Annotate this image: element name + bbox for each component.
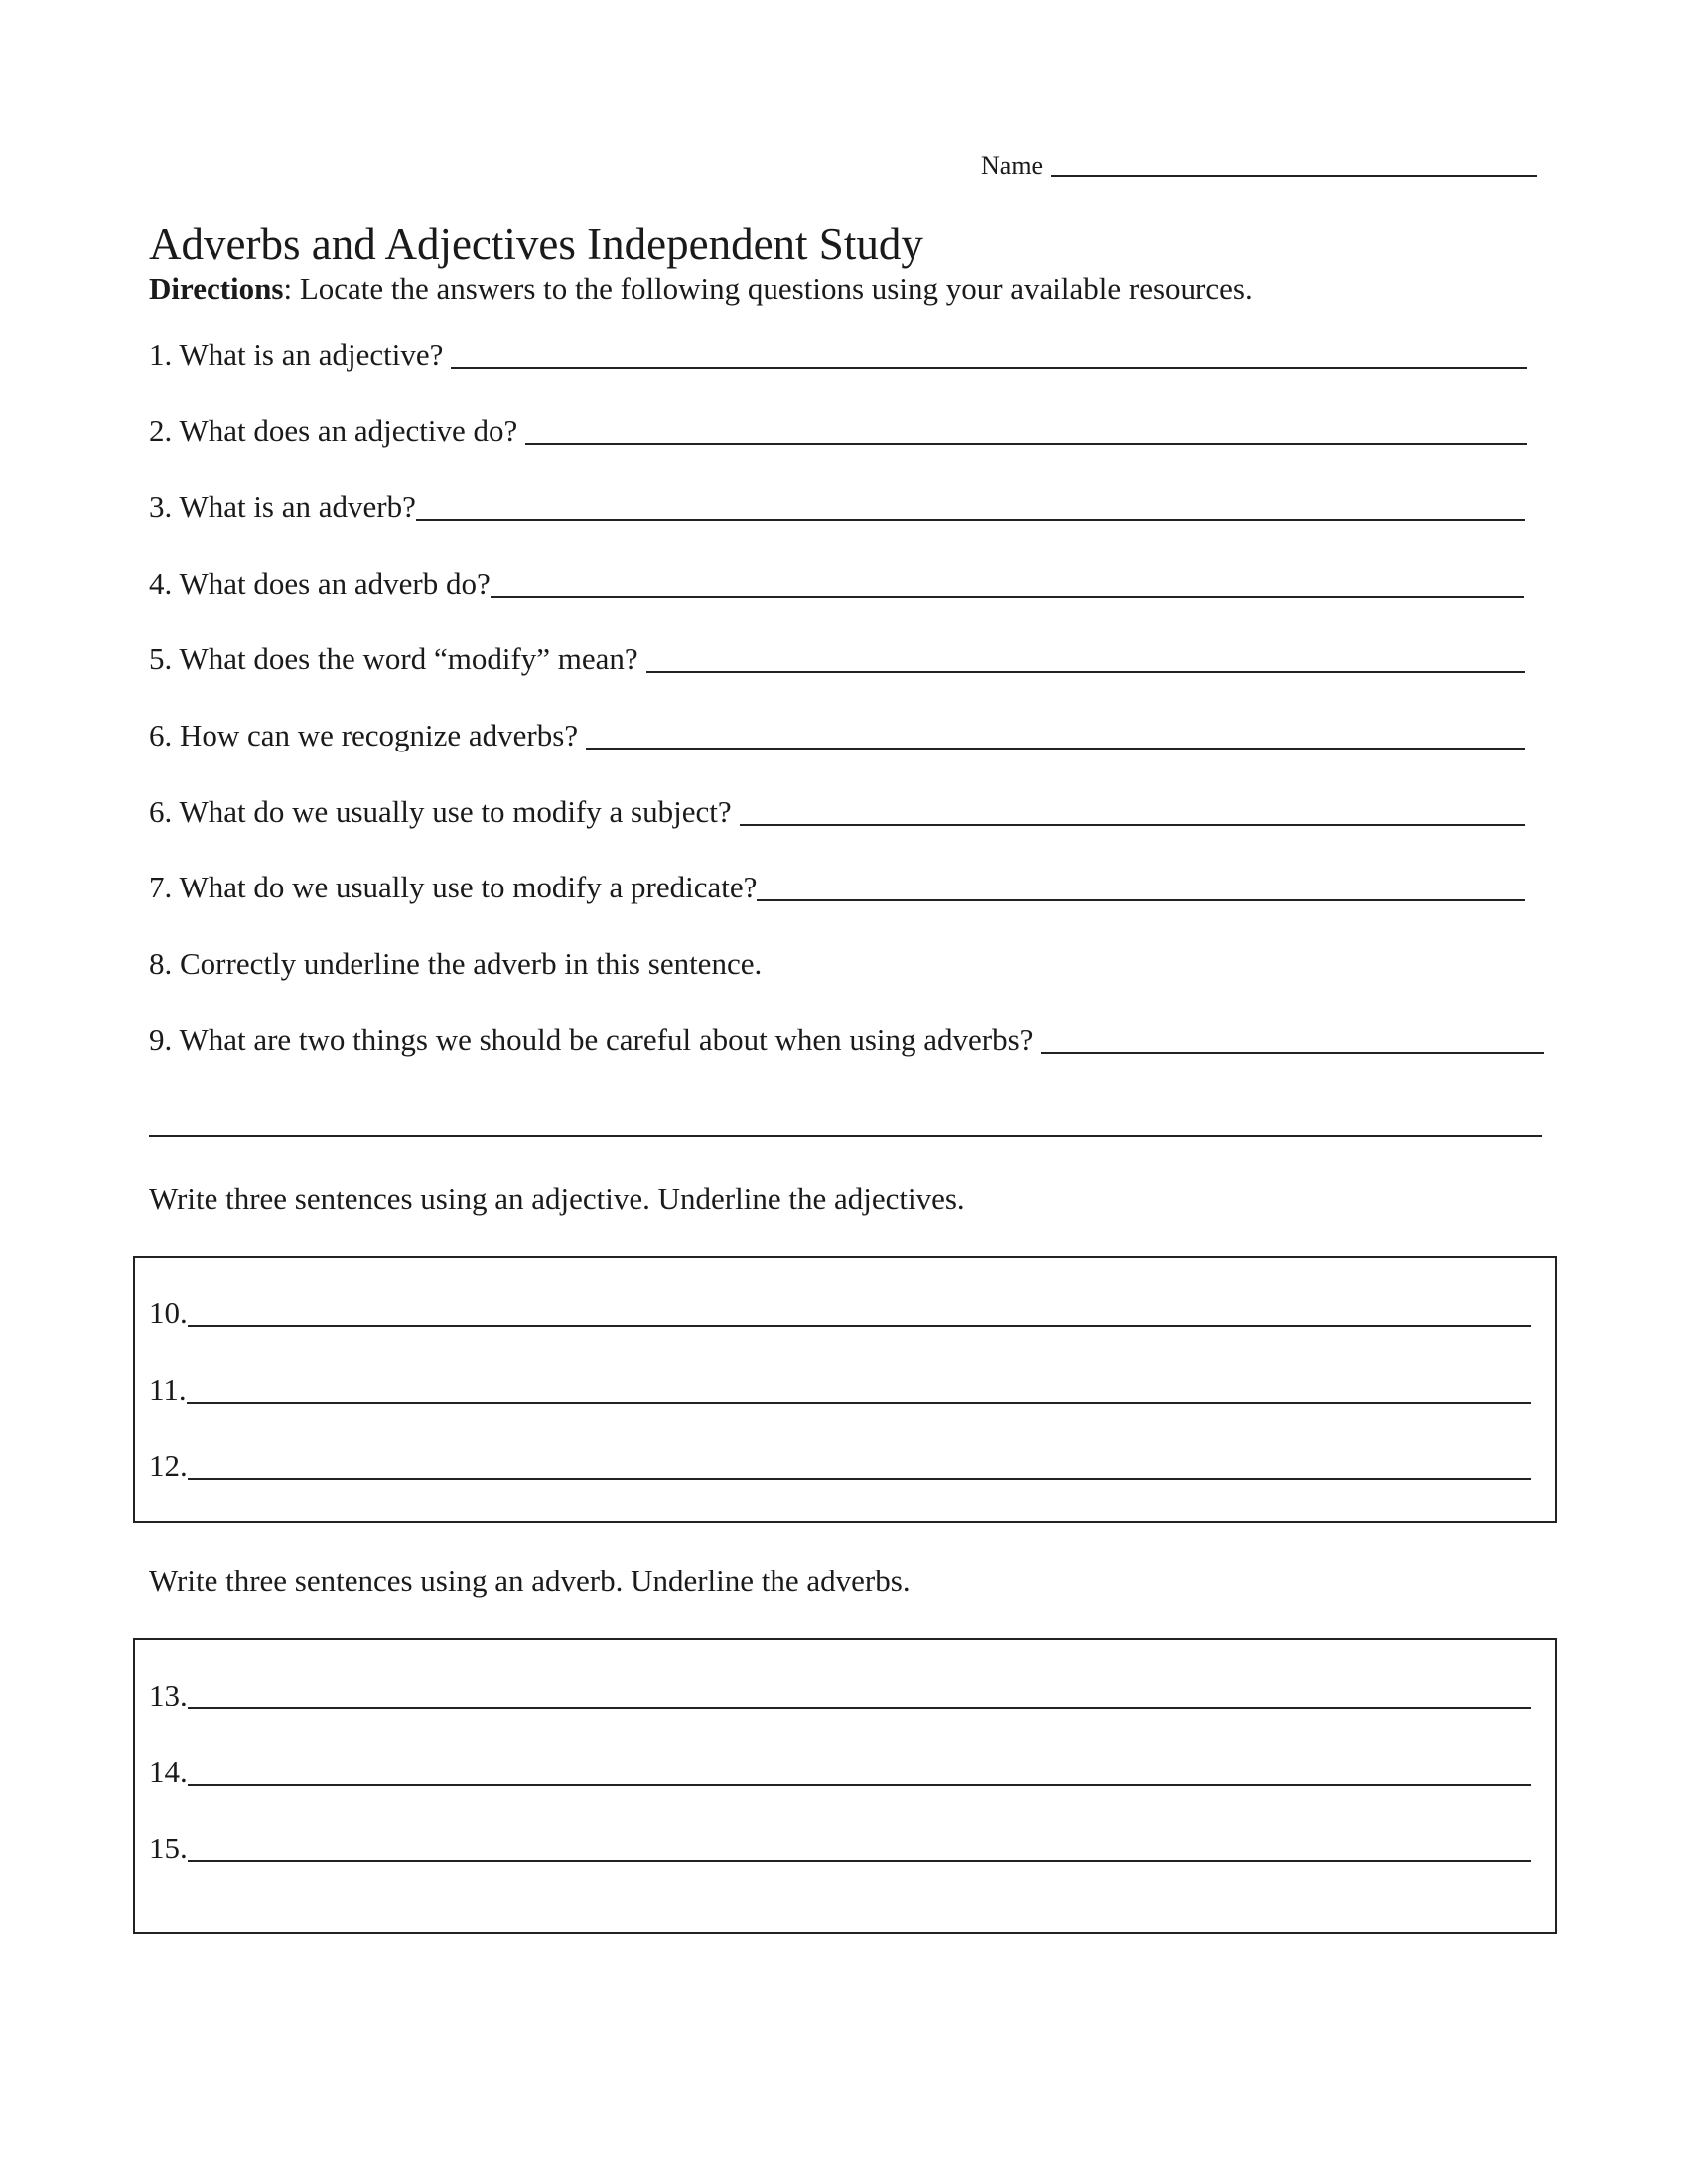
answer-line[interactable] [757, 899, 1525, 901]
question-text: 6. How can we recognize adverbs? [149, 718, 579, 752]
question-text: 2. What does an adjective do? [149, 413, 518, 448]
sentence-row [149, 1829, 1531, 1868]
adjective-sentence-box [133, 1256, 1557, 1523]
directions-label: Directions [149, 271, 284, 306]
answer-line[interactable] [188, 1707, 1531, 1709]
question-text: 3. What is an adverb? [149, 489, 416, 524]
adjective-instruction: Write three sentences using an adjective. Underline the adjectives. [149, 1181, 965, 1216]
question-text: 8. Correctly underline the adverb in this sentence. [149, 946, 763, 981]
answer-line[interactable] [188, 1325, 1531, 1327]
question-text: 9. What are two things we should be careful about when using adverbs? [149, 1023, 1034, 1057]
answer-line[interactable] [646, 671, 1525, 673]
answer-line[interactable] [491, 596, 1524, 598]
answer-line[interactable] [188, 1478, 1531, 1480]
answer-line[interactable] [187, 1402, 1531, 1404]
worksheet-title: Adverbs and Adjectives Independent Study [149, 219, 923, 269]
answer-line[interactable] [451, 367, 1527, 369]
question-2 [149, 411, 1527, 451]
question-text: 4. What does an adverb do? [149, 566, 491, 601]
directions-text: : Locate the answers to the following questions using your available resources. [283, 271, 1253, 306]
answer-line[interactable] [416, 519, 1525, 521]
question-9 [149, 1021, 1544, 1060]
question-8 [149, 944, 1525, 984]
question-text: 1. What is an adjective? [149, 338, 444, 372]
question-3 [149, 487, 1525, 527]
answer-line[interactable] [586, 748, 1525, 750]
answer-line[interactable] [1041, 1052, 1544, 1054]
question-text: 7. What do we usually use to modify a predicate? [149, 870, 758, 904]
directions [149, 269, 1253, 309]
adverb-instruction: Write three sentences using an adverb. Underline the adverbs. [149, 1564, 911, 1598]
question-text: 5. What does the word “modify” mean? [149, 641, 638, 676]
name-answer-line[interactable] [1051, 175, 1537, 177]
question-1 [149, 336, 1527, 375]
name-label: Name [981, 151, 1044, 180]
name-field[interactable] [981, 147, 1537, 181]
question-text: 6. What do we usually use to modify a subject? [149, 794, 732, 829]
question-6b [149, 792, 1525, 832]
sentence-number: 10. [149, 1296, 188, 1330]
sentence-number: 15. [149, 1831, 188, 1865]
answer-line-continuation[interactable] [149, 1135, 1542, 1137]
sentence-number: 11. [149, 1372, 187, 1407]
question-5 [149, 639, 1525, 679]
answer-line[interactable] [740, 824, 1525, 826]
question-4 [149, 564, 1524, 604]
sentence-row [149, 1446, 1531, 1486]
sentence-row [149, 1294, 1531, 1333]
answer-line[interactable] [188, 1860, 1531, 1862]
question-6 [149, 716, 1525, 755]
sentence-number: 12. [149, 1448, 188, 1483]
sentence-row [149, 1676, 1531, 1715]
adverb-sentence-box [133, 1638, 1557, 1934]
sentence-number: 13. [149, 1678, 188, 1712]
sentence-row [149, 1752, 1531, 1792]
sentence-number: 14. [149, 1754, 188, 1789]
answer-line[interactable] [525, 443, 1527, 445]
question-7 [149, 868, 1525, 907]
sentence-row [149, 1370, 1531, 1410]
answer-line[interactable] [188, 1784, 1531, 1786]
